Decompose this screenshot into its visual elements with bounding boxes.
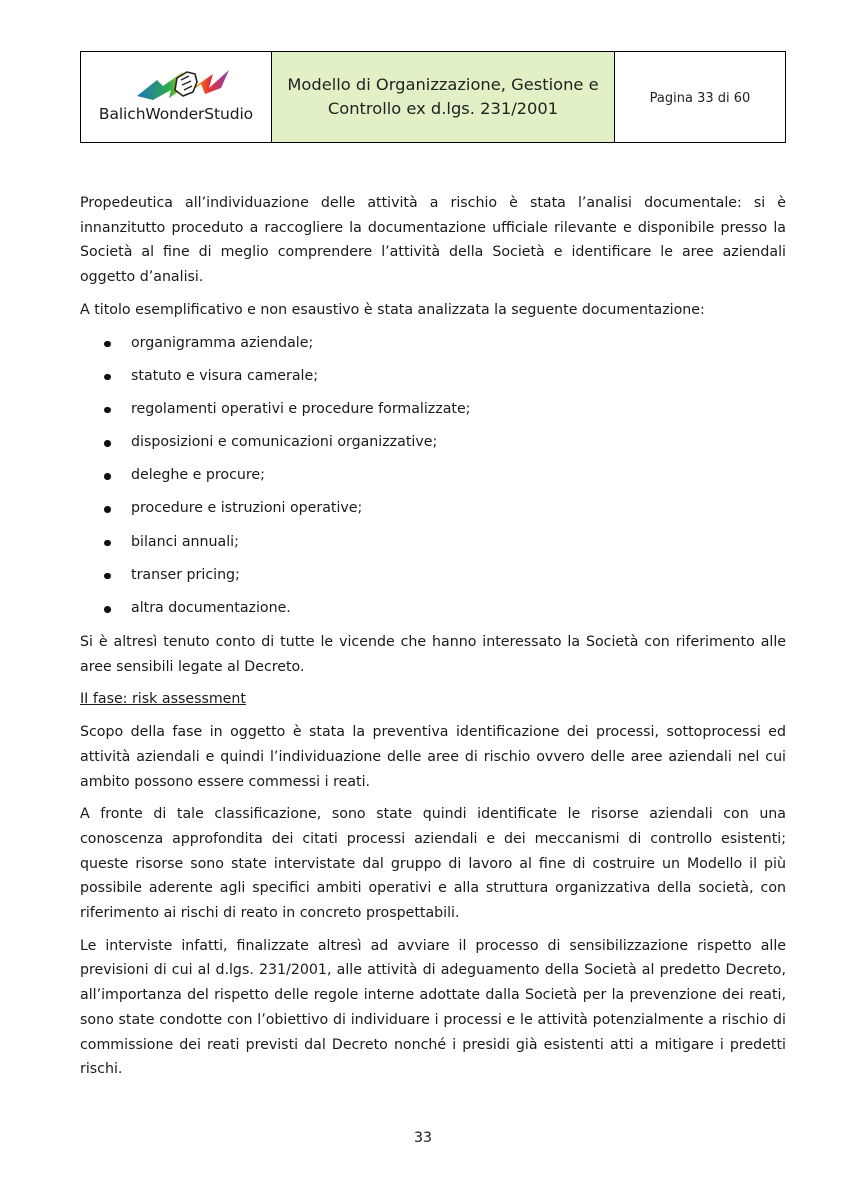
logo-text: BalichWonderStudio	[98, 105, 254, 123]
list-item	[80, 530, 786, 563]
bullet-dot-icon	[104, 606, 111, 613]
page-number: 33	[413, 1130, 433, 1146]
paragraph-interviste: Le interviste infatti, finalizzate altresì ad avviare il processo di sensibilizzazione rispetto alle previsioni di cui al d.lgs. 231/2001, alle attività di adeguamento della Società al predetto Decreto, all’importanza del rispetto delle regole interne adottate dalla Società per la prevenzione dei reati, sono state condotte con l’obiettivo di individuare i processi e le attività potenzialmente a rischio di commissione dei reati previsti dal Decreto nonché i presidi già esistenti atti a mitigare i predetti rischi.	[80, 937, 786, 1078]
list-item	[80, 397, 786, 430]
list-item-text: bilanci annuali;	[131, 533, 239, 550]
documentation-list	[80, 331, 786, 623]
hand-lightning-logo-icon	[135, 66, 231, 104]
document-title-line-1: Modello di Organizzazione, Gestione e	[287, 75, 599, 94]
list-item-text: deleghe e procure;	[131, 467, 265, 484]
page-indicator: Pagina 33 di 60	[649, 91, 751, 106]
list-item	[80, 496, 786, 529]
list-item-text: procedure e istruzioni operative;	[131, 500, 363, 517]
document-title-line-2: Controllo ex d.lgs. 231/2001	[327, 99, 559, 118]
bullet-dot-icon	[104, 540, 111, 547]
list-item-text: organigramma aziendale;	[131, 334, 314, 351]
paragraph-vicende: Si è altresì tenuto conto di tutte le vicende che hanno interessato la Società con riferimento alle aree sensibili legate al Decreto.	[80, 634, 786, 675]
bullet-dot-icon	[104, 407, 111, 414]
list-item-text: altra documentazione.	[131, 600, 291, 617]
paragraph-list-intro: A titolo esemplificativo e non esaustivo è stata analizzata la seguente documentazione:	[80, 301, 705, 318]
list-item-text: transer pricing;	[131, 566, 240, 583]
bullet-dot-icon	[104, 374, 111, 381]
list-item-text: statuto e visura camerale;	[131, 367, 318, 384]
logo-cell	[81, 52, 272, 142]
list-item	[80, 364, 786, 397]
bullet-dot-icon	[104, 573, 111, 580]
document-body	[80, 191, 786, 1090]
list-item-text: regolamenti operativi e procedure formalizzate;	[131, 400, 471, 417]
list-item	[80, 331, 786, 364]
section-subheading: II fase: risk assessment	[80, 691, 246, 708]
paragraph-fronte: A fronte di tale classificazione, sono state quindi identificate le risorse aziendali con una conoscenza approfondita dei citati processi aziendali e dei meccanismi di controllo esistenti; queste risorse sono state intervistate dal gruppo di lavoro al fine di costruire un Modello il più possibile aderente agli specifici ambiti operativi e alla struttura organizzativa della società, con riferimento ai rischi di reato in concreto prospettabili.	[80, 806, 786, 922]
bullet-dot-icon	[104, 473, 111, 480]
bullet-dot-icon	[104, 506, 111, 513]
paragraph-scopo: Scopo della fase in oggetto è stata la preventiva identificazione dei processi, sottoprocessi ed attività aziendali e quindi l’individuazione delle aree di rischio ovvero delle aree aziendali nel cui ambito possono essere commessi i reati.	[80, 724, 786, 790]
list-item	[80, 430, 786, 463]
list-item-text: disposizioni e comunicazioni organizzative;	[131, 434, 438, 451]
document-header	[80, 51, 786, 143]
paragraph-intro: Propedeutica all’individuazione delle attività a rischio è stata l’analisi documentale: si è innanzitutto proceduto a raccogliere la documentazione ufficiale rilevante e disponibile presso la Società al fine di meglio comprendere l’attività della Società e identificare le aree aziendali oggetto d’analisi.	[80, 195, 786, 286]
list-item	[80, 596, 786, 622]
list-item	[80, 563, 786, 596]
bullet-dot-icon	[104, 341, 111, 348]
list-item	[80, 463, 786, 496]
bullet-dot-icon	[104, 440, 111, 447]
document-title-cell	[272, 52, 615, 142]
